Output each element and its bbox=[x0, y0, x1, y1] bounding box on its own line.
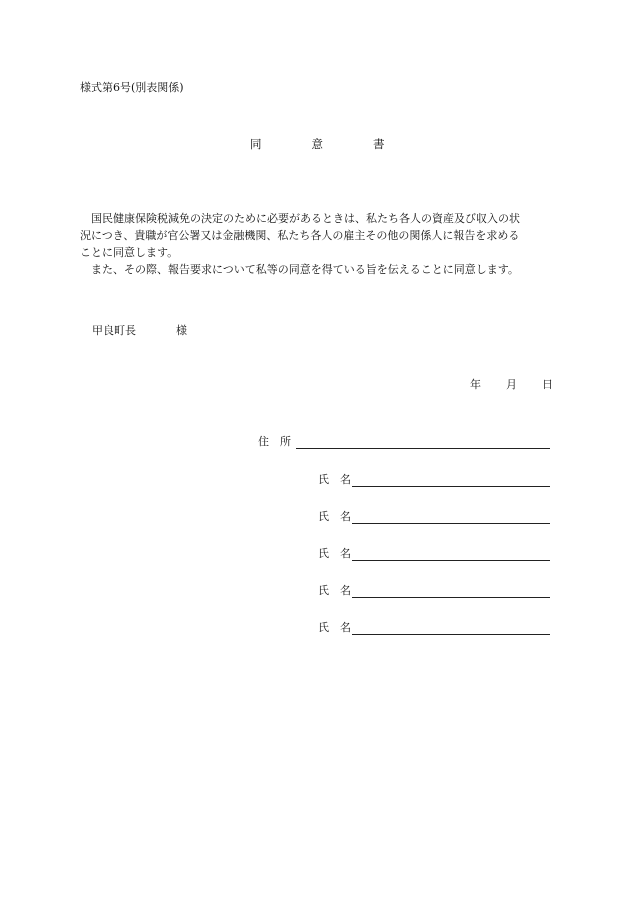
date-line bbox=[470, 378, 553, 392]
signature-label: 氏 名 bbox=[318, 473, 351, 486]
address-label: 住 所 bbox=[258, 435, 291, 448]
address-blank-line[interactable] bbox=[296, 448, 550, 449]
addressee bbox=[92, 324, 187, 338]
body-line-2: 況につき、貴職が官公署又は金融機関、私たち各人の雇主その他の関係人に報告を求める bbox=[80, 229, 520, 242]
title-char-3: 書 bbox=[373, 137, 385, 151]
date-day-label: 日 bbox=[542, 378, 553, 391]
signature-row-1 bbox=[318, 473, 553, 489]
date-month-label: 月 bbox=[506, 378, 517, 391]
form-number: 様式第6号(別表関係) bbox=[80, 81, 184, 94]
signature-label: 氏 名 bbox=[318, 547, 351, 560]
addressee-name: 甲良町長 bbox=[92, 324, 136, 337]
addressee-honorific: 様 bbox=[176, 324, 187, 337]
signature-label: 氏 名 bbox=[318, 510, 351, 523]
signature-label: 氏 名 bbox=[318, 584, 351, 597]
signature-row-2 bbox=[318, 510, 553, 526]
consent-body bbox=[80, 210, 555, 278]
date-year-label: 年 bbox=[470, 378, 481, 391]
signature-blank-line[interactable] bbox=[352, 523, 550, 524]
signature-row-4 bbox=[318, 584, 553, 600]
signature-blank-line[interactable] bbox=[352, 597, 550, 598]
signature-label: 氏 名 bbox=[318, 621, 351, 634]
address-row bbox=[258, 435, 553, 451]
title-char-1: 同 bbox=[250, 137, 262, 151]
signature-blank-line[interactable] bbox=[352, 486, 550, 487]
signature-row-3 bbox=[318, 547, 553, 563]
body-line-1: 国民健康保険税減免の決定のために必要があるときは、私たち各人の資産及び収入の状 bbox=[80, 212, 520, 225]
signature-blank-line[interactable] bbox=[352, 634, 550, 635]
signature-row-5 bbox=[318, 621, 553, 637]
body-line-4: また、その際、報告要求について私等の同意を得ている旨を伝えることに同意します。 bbox=[80, 263, 519, 276]
body-line-3: ことに同意します。 bbox=[80, 246, 179, 259]
consent-paragraph-1 bbox=[80, 210, 555, 261]
document-title bbox=[250, 137, 385, 151]
title-char-2: 意 bbox=[311, 137, 323, 151]
signature-blank-line[interactable] bbox=[352, 560, 550, 561]
consent-paragraph-2 bbox=[80, 261, 555, 278]
